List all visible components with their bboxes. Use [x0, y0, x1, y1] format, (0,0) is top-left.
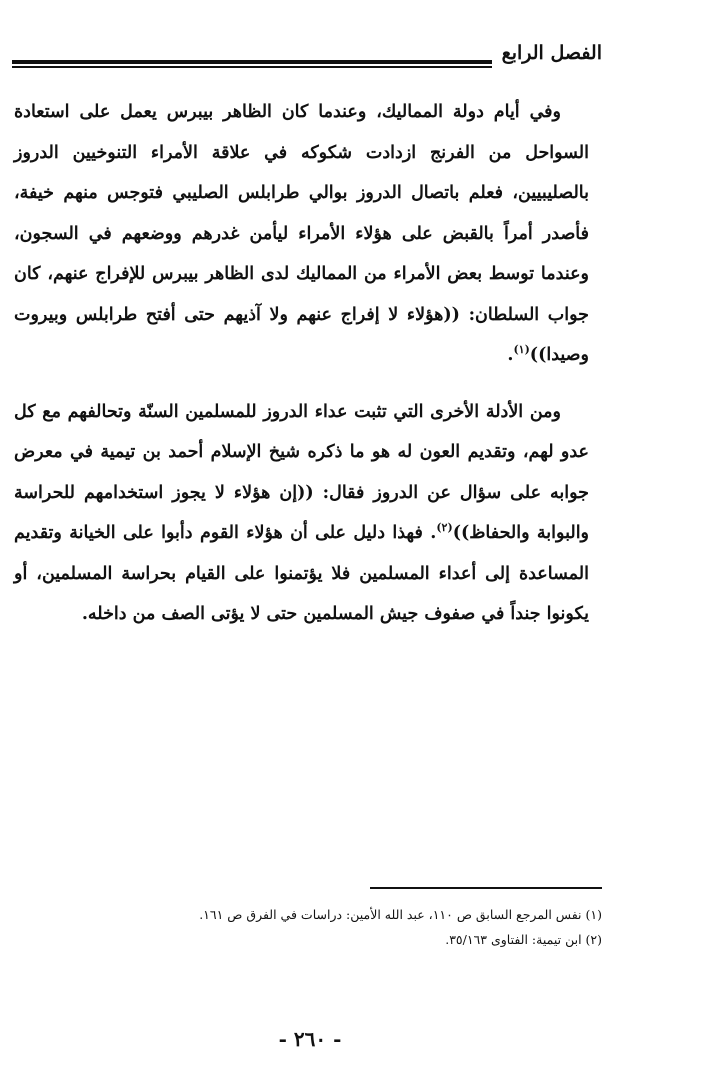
footnote-2: (٢) ابن تيمية: الفتاوى ٣٥/١٦٣. — [445, 932, 602, 947]
paragraph-2 — [14, 392, 589, 635]
paragraph-1 — [14, 92, 589, 376]
footnote-1: (١) نفس المرجع السابق ص ١١٠، عبد الله الأمين: دراسات في الفرق ص ١٦١. — [199, 907, 602, 922]
paragraph-1-after: . — [507, 345, 514, 365]
running-header — [12, 40, 602, 76]
footnote-separator — [370, 887, 602, 889]
chapter-title: الفصل الرابع — [501, 42, 602, 64]
footnote-ref-2: (٢) — [436, 521, 453, 535]
header-rule-thick — [12, 60, 492, 64]
paragraph-1-text: وفي أيام دولة المماليك، وعندما كان الظاهر بيبرس يعمل على استعادة السواحل من الفرنج ازدادت شكوكه في علاقة الأمراء التنوخيين الدروز بالصليبيين، فعلم باتصال الدروز بوالي طرابلس الصليبي فتوجس منهم خيفة، فأصدر أمراً بالقبض على هؤلاء الأمراء ليأمن غدرهم ووضعهم في السجون، وعندما توسط بعض الأمراء من المماليك لدى الظاهر بيبرس للإفراج عنهم، كان جواب السلطان: ((هؤلاء لا إفراج عنهم ولا آذيهم حتى أفتح طرابلس وبيروت وصيدا)) — [14, 102, 589, 365]
page-number: - ٢٦٠ - — [278, 1027, 342, 1051]
footnote-ref-1: (١) — [513, 343, 530, 357]
footnotes — [120, 902, 602, 952]
paragraph-2-after: . فهذا دليل على أن هؤلاء القوم دأبوا على الخيانة وتقديم المساعدة إلى أعداء المسلمين فلا يؤتمنوا على القيام بحراسة المسلمين، أو يكونوا جنداً في صفوف جيش المسلمين حتى لا يؤتى الصف من داخله. — [14, 523, 589, 624]
main-text — [14, 92, 589, 635]
header-rule — [12, 60, 492, 70]
paragraph-2-text: ومن الأدلة الأخرى التي تثبت عداء الدروز للمسلمين السنّة وتحالفهم مع كل عدو لهم، وتقديم العون له هو ما ذكره شيخ الإسلام أحمد بن تيمية في معرض جوابه على سؤال عن الدروز فقال: ((إن هؤلاء لا يجوز استخدامهم للحراسة والبوابة والحفاظ)) — [14, 401, 590, 543]
header-rule-thin — [12, 66, 492, 68]
